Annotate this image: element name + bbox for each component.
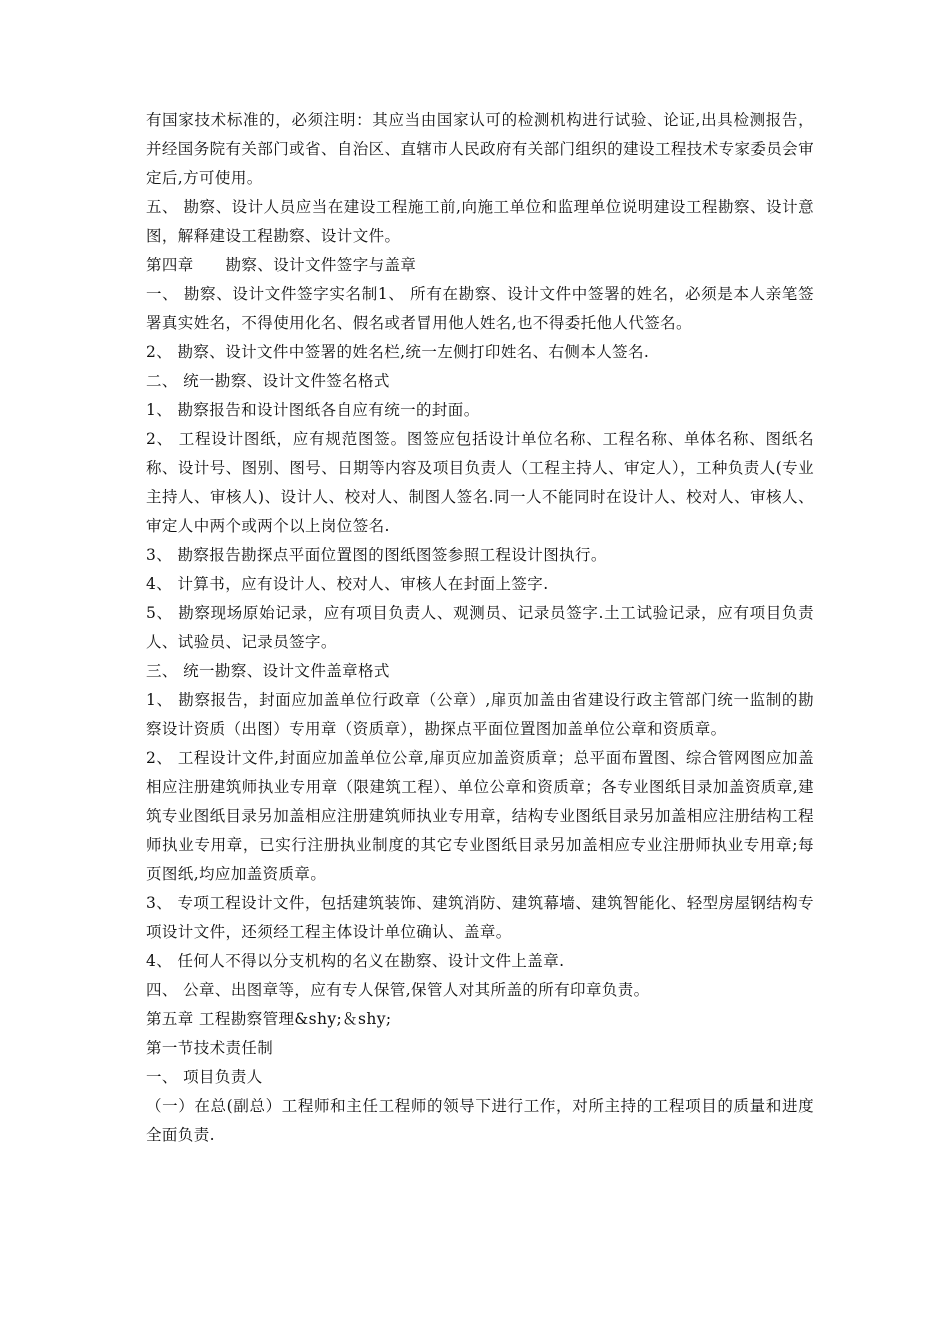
chapter-heading: 第五章 工程勘察管理&shy;＆shy;: [146, 1010, 392, 1028]
paragraph: 3、 专项工程设计文件，包括建筑装饰、建筑消防、建筑幕墙、建筑智能化、轻型房屋钢结构专项设计文件，还须经工程主体设计单位确认、盖章。: [146, 894, 814, 941]
paragraph: 2、 工程设计文件,封面应加盖单位公章,扉页应加盖资质章；总平面布置图、综合管网图应加盖相应注册建筑师执业专用章（限建筑工程）、单位公章和资质章；各专业图纸目录加盖资质章,建筑专业图纸目录另加盖相应注册建筑师执业专用章，结构专业图纸目录另加盖相应注册结构工程师执业专用章，已实行注册执业制度的其它专业图纸目录另加盖相应专业注册师执业专用章;每页图纸,均应加盖资质章。: [146, 749, 814, 883]
section-heading: 二、 统一勘察、设计文件签名格式: [146, 372, 390, 390]
paragraph: 4、 任何人不得以分支机构的名义在勘察、设计文件上盖章.: [146, 952, 565, 970]
paragraph: 1、 勘察报告，封面应加盖单位行政章（公章）,扉页加盖由省建设行政主管部门统一监制的勘察设计资质（出图）专用章（资质章），勘探点平面位置图加盖单位公章和资质章。: [146, 691, 814, 738]
paragraph: 四、 公章、出图章等，应有专人保管,保管人对其所盖的所有印章负责。: [146, 981, 650, 999]
paragraph: 2、 勘察、设计文件中签署的姓名栏,统一左侧打印姓名、右侧本人签名.: [146, 343, 650, 361]
paragraph: 2、 工程设计图纸，应有规范图签。图签应包括设计单位名称、工程名称、单体名称、图纸名称、设计号、图别、图号、日期等内容及项目负责人（工程主持人、审定人），工种负责人(专业主持人、审核人)、设计人、校对人、制图人签名.同一人不能同时在设计人、校对人、审核人、审定人中两个或两个以上岗位签名.: [146, 430, 814, 535]
paragraph: 有国家技术标准的，必须注明：其应当由国家认可的检测机构进行试验、论证,出具检测报告，并经国务院有关部门或省、自治区、直辖市人民政府有关部门组织的建设工程技术专家委员会审定后,方可使用。: [146, 111, 814, 187]
chapter-heading: 第四章 勘察、设计文件签字与盖章: [146, 256, 417, 274]
section-heading: 三、 统一勘察、设计文件盖章格式: [146, 662, 390, 680]
paragraph: 4、 计算书，应有设计人、校对人、审核人在封面上签字.: [146, 575, 549, 593]
paragraph: 一、 勘察、设计文件签字实名制1、 所有在勘察、设计文件中签署的姓名，必须是本人亲笔签署真实姓名，不得使用化名、假名或者冒用他人姓名,也不得委托他人代签名。: [146, 285, 814, 332]
paragraph: 1、 勘察报告和设计图纸各自应有统一的封面。: [146, 401, 480, 419]
paragraph: 3、 勘察报告勘探点平面位置图的图纸图签参照工程设计图执行。: [146, 546, 607, 564]
paragraph: 五、 勘察、设计人员应当在建设工程施工前,向施工单位和监理单位说明建设工程勘察、设计意图，解释建设工程勘察、设计文件。: [146, 198, 814, 245]
paragraph: （一）在总(副总）工程师和主任工程师的领导下进行工作，对所主持的工程项目的质量和进度全面负责.: [146, 1097, 814, 1144]
section-heading: 一、 项目负责人: [146, 1068, 263, 1086]
document-body: [146, 106, 814, 1150]
section-heading: 第一节技术责任制: [146, 1039, 274, 1057]
paragraph: 5、 勘察现场原始记录，应有项目负责人、观测员、记录员签字.土工试验记录，应有项目负责人、试验员、记录员签字。: [146, 604, 814, 651]
